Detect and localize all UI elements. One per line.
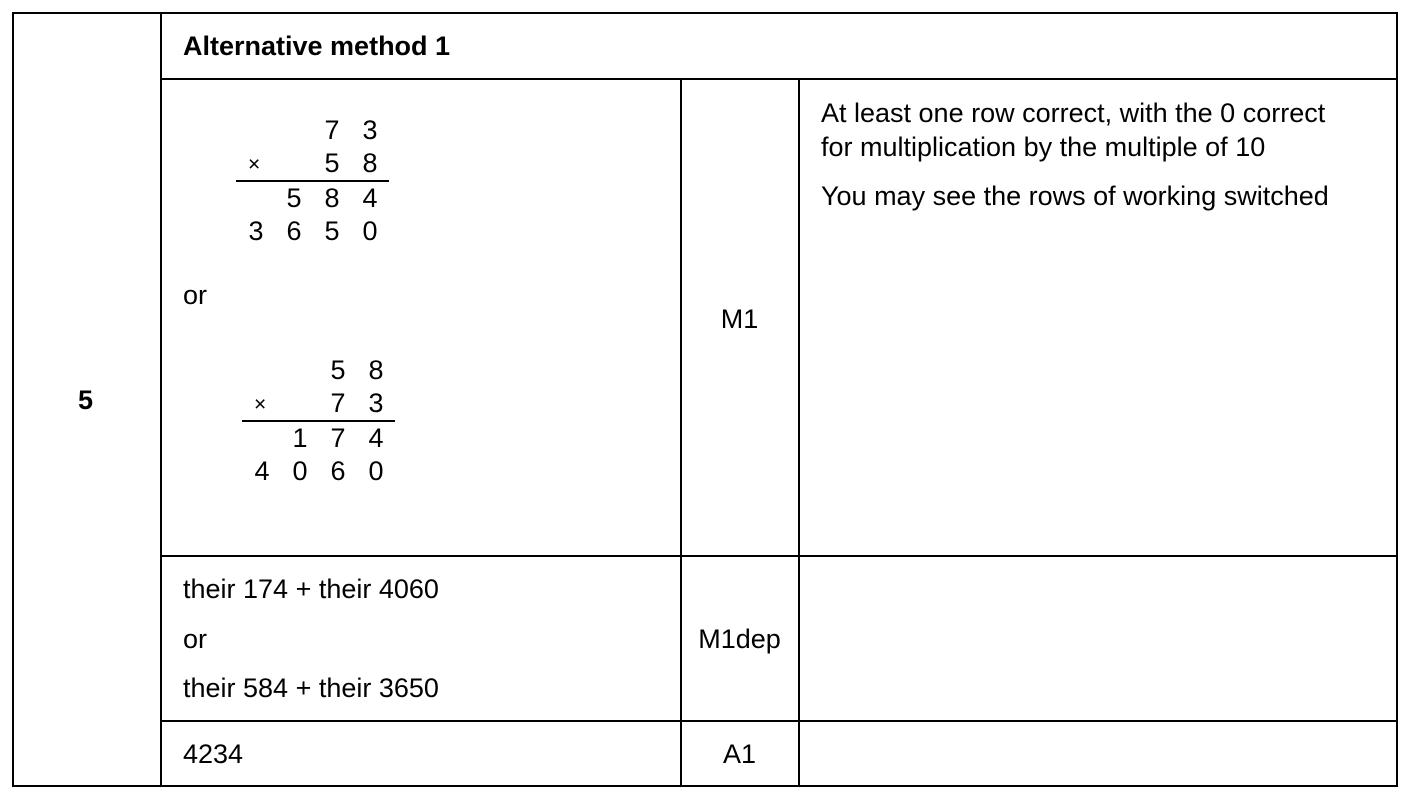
working-or-label: or — [183, 280, 208, 310]
lm1-partial-1-digit: 8 — [324, 183, 340, 213]
method-header: Alternative method 1 — [183, 31, 451, 61]
mark-m1dep: M1dep — [698, 624, 781, 654]
lm1-partial-2-digit: 3 — [248, 216, 264, 246]
table-border-right — [1396, 12, 1398, 787]
lm1-multiplier-digit — [237, 150, 275, 177]
lm1-partial-1-digit — [237, 185, 275, 212]
comment-line-1: At least one row correct, with the 0 correct — [821, 98, 1326, 128]
lm2-top-digit — [243, 357, 281, 384]
lm2-top-digit: 8 — [368, 355, 384, 385]
column-divider-question — [160, 12, 162, 787]
lm2-partial-1-digit: 1 — [292, 423, 308, 453]
comment-line-2: for multiplication by the multiple of 10 — [821, 132, 1266, 162]
working-line-sum-2: their 584 + their 3650 — [183, 673, 439, 703]
lm2-multiplier-row — [243, 390, 395, 417]
lm2-partial-2-digit: 6 — [330, 456, 346, 486]
final-answer: 4234 — [183, 739, 244, 769]
lm2-partial-2-digit: 4 — [254, 456, 270, 486]
lm1-top-digit — [237, 117, 275, 144]
lm2-multiplier-digit: 7 — [330, 388, 346, 418]
comment-line-3: You may see the rows of working switched — [821, 181, 1329, 211]
row-divider-2 — [160, 720, 1397, 722]
lm2-partial-1-digit: 7 — [330, 423, 346, 453]
lm1-top-row — [237, 117, 389, 144]
lm2-multiplier-digit: 3 — [368, 388, 384, 418]
table-border-left — [12, 12, 14, 787]
lm1-multiplier-digit — [275, 150, 313, 177]
working-line-or: or — [183, 624, 208, 654]
lm1-partial-row-2 — [237, 218, 389, 245]
mark-m1: M1 — [720, 304, 759, 334]
lm1-top-digit — [275, 117, 313, 144]
lm2-multiplier-digit — [243, 390, 281, 417]
table-border-bottom — [12, 785, 1397, 787]
mark-a1: A1 — [722, 739, 757, 769]
lm1-partial-row-1 — [237, 185, 389, 212]
lm2-partial-1-digit: 4 — [368, 423, 384, 453]
lm1-partial-2-digit: 5 — [324, 216, 340, 246]
lm1-partial-2-digit: 0 — [362, 216, 378, 246]
lm2-partial-row-2 — [243, 458, 395, 485]
lm1-partial-1-digit: 4 — [362, 183, 378, 213]
column-divider-working — [680, 78, 682, 787]
lm1-top-digit: 3 — [362, 115, 378, 145]
lm2-partial-row-1 — [243, 425, 395, 452]
column-divider-mark — [798, 78, 800, 787]
lm2-partial-2-digit: 0 — [292, 456, 308, 486]
lm1-top-digit: 7 — [324, 115, 340, 145]
lm2-rule — [242, 420, 395, 422]
table-border-top — [12, 12, 1397, 14]
row-divider-header — [160, 78, 1397, 80]
row-divider-1 — [160, 555, 1397, 557]
lm2-top-digit: 5 — [330, 355, 346, 385]
lm2-times-sign: × — [254, 393, 267, 416]
lm2-partial-2-digit: 0 — [368, 456, 384, 486]
lm2-top-digit — [281, 357, 319, 384]
question-number: 5 — [78, 385, 94, 415]
lm2-top-row — [243, 357, 395, 384]
lm1-rule — [236, 180, 389, 182]
lm1-partial-1-digit: 5 — [286, 183, 302, 213]
lm1-partial-2-digit: 6 — [286, 216, 302, 246]
lm1-times-sign: × — [248, 153, 261, 176]
lm2-partial-1-digit — [243, 425, 281, 452]
working-line-sum-1: their 174 + their 4060 — [183, 574, 439, 604]
lm2-multiplier-digit — [281, 390, 319, 417]
lm1-multiplier-row — [237, 150, 389, 177]
lm1-multiplier-digit: 8 — [362, 148, 378, 178]
lm1-multiplier-digit: 5 — [324, 148, 340, 178]
